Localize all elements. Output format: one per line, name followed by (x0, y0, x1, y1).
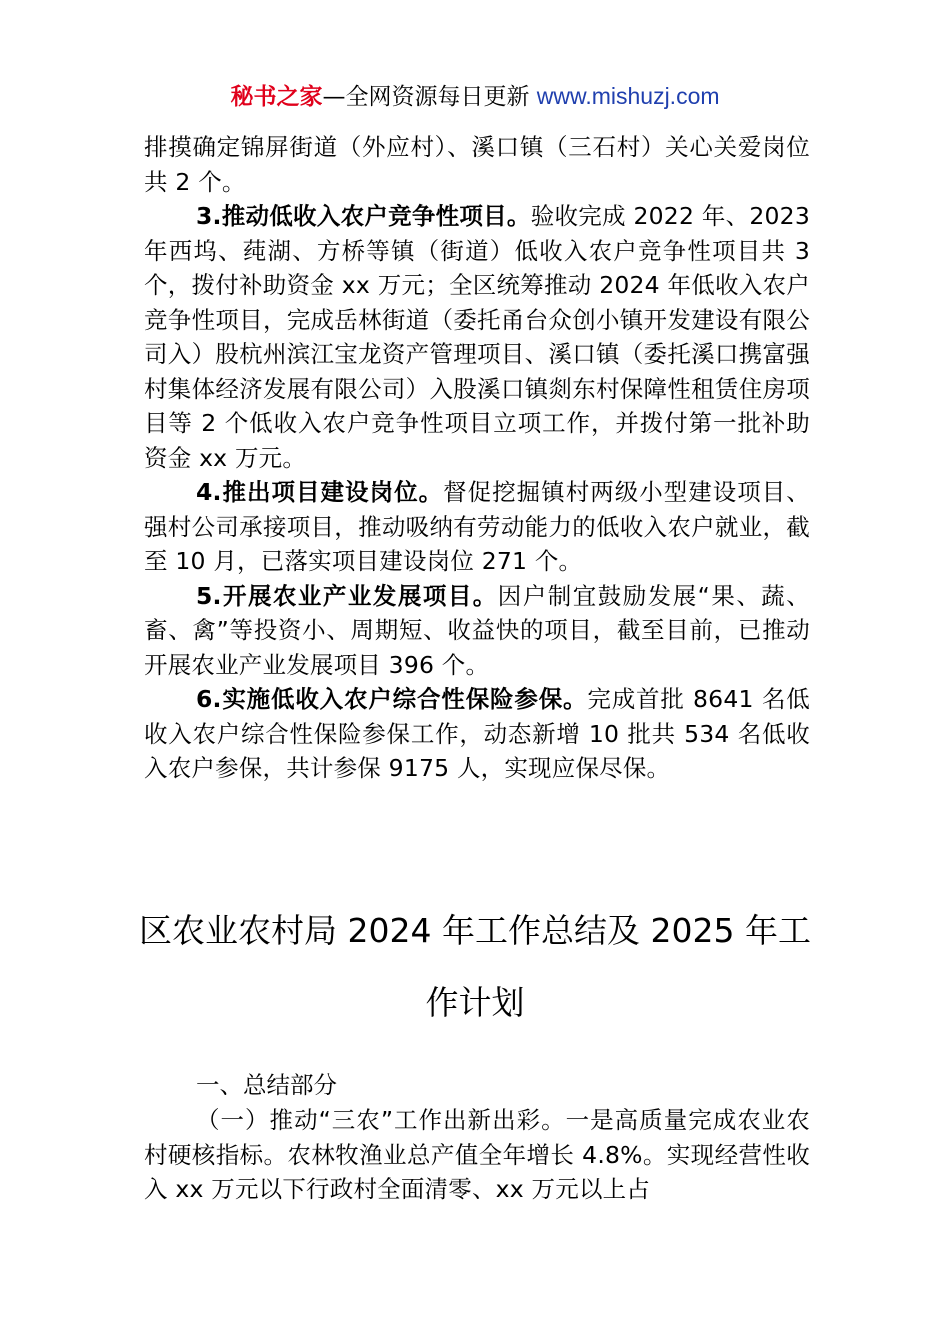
site-header (0, 80, 950, 113)
item-3-heading: 3.推动低收入农户竞争性项目。 (196, 202, 531, 230)
item-4-heading: 4.推出项目建设岗位。 (196, 478, 444, 506)
brand-name: 秘书之家 (230, 84, 323, 110)
item-4-text: 督促挖掘镇村两级小型建设项目、强村公司承接项目，推动吸纳有劳动能力的低收入农户就业，截至 10 月，已落实项目建设岗位 271 个。 (144, 478, 811, 575)
summary-paragraph: （一）推动“三农”工作出新出彩。一是高质量完成农业农村硬核指标。农林牧渔业总产值全年增长 4.8%。实现经营性收入 xx 万元以下行政村全面清零、xx 万元以上占 (144, 1106, 810, 1203)
top-section (144, 130, 810, 786)
item-6-heading: 6.实施低收入农户综合性保险参保。 (196, 685, 588, 713)
document-title-line-2: 作计划 (425, 983, 525, 1022)
site-url-link[interactable]: www.mishuzj.com (536, 83, 720, 109)
item-5-paragraph (144, 579, 810, 683)
section-heading: 一、总结部分 (196, 1071, 337, 1099)
item-6-text: 完成首批 8641 名低收入农户综合性保险参保工作，动态新增 10 批共 534 名低收入农户参保，共计参保 9175 人，实现应保尽保。 (144, 685, 810, 782)
item-3-paragraph (144, 199, 810, 475)
item-6-paragraph (144, 682, 810, 786)
item-5-text: 因户制宜鼓励发展“果、蔬、畜、禽”等投资小、周期短、收益快的项目，截至目前，已推动开展农业产业发展项目 396 个。 (144, 581, 810, 679)
item-4-paragraph (144, 475, 810, 579)
header-tagline: —全网资源每日更新 (322, 84, 530, 110)
item-5-heading: 5.开展农业产业发展项目。 (196, 581, 498, 610)
continuation-paragraph: 排摸确定锦屏街道（外应村）、溪口镇（三石村）关心关爱岗位共 2 个。 (144, 133, 810, 196)
summary-section (144, 1103, 810, 1207)
document-title-line-1: 区农业农村局 2024 年工作总结及 2025 年工 (139, 911, 811, 950)
item-3-text: 验收完成 2022 年、2023 年西坞、莼湖、方桥等镇（街道）低收入农户竞争性项目共 3 个，拨付补助资金 xx 万元；全区统筹推动 2024 年低收入农户竞争性项目，完成岳林街道（委托甬台众创小镇开发建设有限公司入）股杭州滨江宝龙资产管理项目、溪口镇（委托溪口携富强村集体经济发展有限公司）入股溪口镇剡东村保障性租赁住房项目等 2 个低收入农户竞争性项目立项工作，并拨付第一批补助资金 xx 万元。 (144, 202, 810, 472)
document-title (0, 902, 950, 1032)
